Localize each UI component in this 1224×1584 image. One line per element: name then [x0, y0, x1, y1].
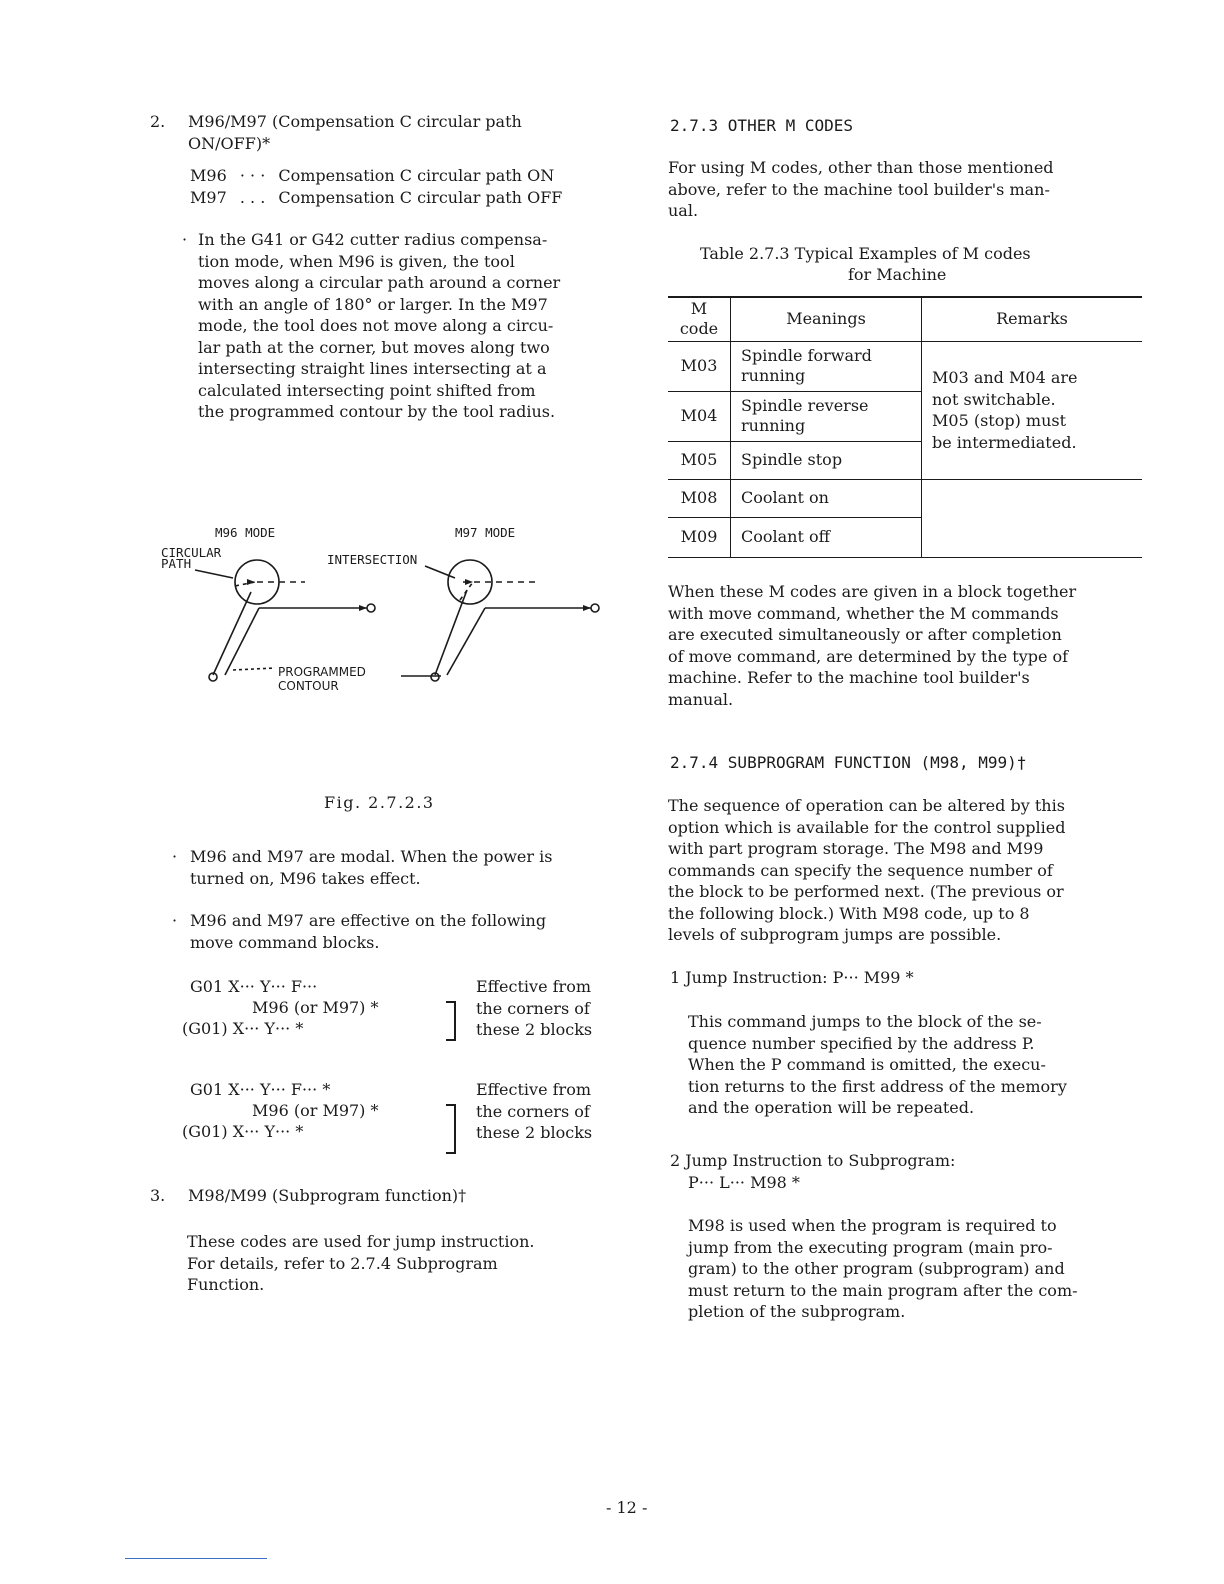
code-label: M96	[190, 166, 227, 185]
section-2-7-3-title: 2.7.3 OTHER M CODES	[670, 116, 854, 135]
remarks-line: not switchable.	[932, 389, 1056, 409]
paragraph-line: turned on, M96 takes effect.	[190, 868, 421, 888]
paragraph-line: move command blocks.	[190, 932, 380, 952]
bracket-icon	[446, 1001, 456, 1041]
paragraph-line: M98 is used when the program is required to	[688, 1216, 1057, 1235]
paragraph-line: When the P command is omitted, the execu-	[688, 1055, 1046, 1074]
table-row	[668, 341, 1142, 391]
paragraph-line: For using M codes, other than those mentioned	[668, 158, 1054, 177]
paragraph-line: tion mode, when M96 is given, the tool	[198, 251, 515, 271]
dashed-line-m97	[460, 582, 473, 600]
paragraph-line: M96 and M97 are modal. When the power is	[190, 847, 553, 866]
label-m96-mode: M96 MODE	[215, 525, 276, 540]
bullet-paragraph-1	[182, 229, 632, 423]
footer-rule	[125, 1558, 267, 1559]
label-programmed-contour	[278, 665, 366, 693]
cell-meaning	[731, 391, 922, 441]
paragraph-line: must return to the main program after the com-	[688, 1280, 1078, 1300]
item-2-heading	[150, 111, 630, 154]
move-line	[257, 582, 365, 608]
leader-programmed	[233, 668, 275, 670]
bullet-dot: ·	[172, 911, 178, 930]
bullet-dot: ·	[182, 230, 188, 249]
meaning-line: Spindle forward	[741, 346, 872, 365]
cell-meaning: Spindle stop	[731, 441, 922, 479]
code-text: Compensation C circular path OFF	[278, 187, 563, 207]
paragraph-line: These codes are used for jump instruction.	[187, 1232, 535, 1251]
paragraph-line: In the G41 or G42 cutter radius compensa-	[198, 230, 548, 249]
paragraph-line: The sequence of operation can be altered by this	[668, 796, 1065, 815]
example-note	[476, 976, 592, 1041]
paragraph-line: manual.	[668, 689, 734, 709]
jump-2-code: P··· L··· M98 *	[688, 1173, 800, 1192]
section-2-7-4-body	[668, 795, 1148, 946]
example-line: (G01) X··· Y··· *	[182, 1122, 304, 1141]
paragraph-line: with part program storage. The M98 and M99	[668, 839, 1044, 858]
item-number: 3.	[150, 1186, 166, 1205]
meaning-line: running	[741, 416, 806, 435]
figure-diagram	[155, 520, 615, 720]
arrow-m96	[247, 579, 255, 585]
remarks-line: M03 and M04 are	[932, 368, 1078, 387]
meaning-line: running	[741, 366, 806, 385]
paragraph-line: M96 and M97 are effective on the following	[190, 911, 547, 930]
example-line: M96 (or M97) *	[252, 998, 379, 1017]
code-row	[190, 187, 630, 209]
meaning-line: Spindle reverse	[741, 396, 869, 415]
page-number: - 12 -	[606, 1498, 648, 1517]
m-codes-table	[668, 296, 1142, 558]
paragraph-line: When these M codes are given in a block together	[668, 582, 1077, 601]
paragraph-line: commands can specify the sequence number of	[668, 860, 1053, 880]
paragraph-line: and the operation will be repeated.	[688, 1098, 975, 1117]
label-line: PROGRAMMED	[278, 665, 366, 679]
jump-2-body	[688, 1215, 1158, 1323]
paragraph-line: machine. Refer to the machine tool builder's	[668, 668, 1030, 687]
paragraph-line: tion returns to the first address of the memory	[688, 1076, 1067, 1096]
cell-remarks	[922, 341, 1143, 479]
paragraph-line: ual.	[668, 201, 699, 220]
paragraph-line: Function.	[187, 1275, 265, 1294]
paragraph-line: the programmed contour by the tool radius.	[198, 402, 556, 421]
paragraph-line: with move command, whether the M commands	[668, 603, 1059, 623]
paragraph-line: are executed simultaneously or after completion	[668, 625, 1062, 644]
offset-line-m97	[447, 608, 485, 675]
code-dots: · · ·	[239, 166, 266, 185]
cell-code: M09	[668, 517, 731, 557]
label-line: PATH	[161, 556, 192, 571]
item-2-title-line1: M96/M97 (Compensation C circular path	[188, 112, 522, 131]
note-line: Effective from	[476, 1080, 591, 1099]
label-m97-mode: M97 MODE	[455, 525, 516, 540]
example-line: (G01) X··· Y··· *	[182, 1019, 304, 1038]
cell-code: M04	[668, 391, 731, 441]
note-line: Effective from	[476, 977, 591, 996]
paragraph-line: For details, refer to 2.7.4 Subprogram	[187, 1253, 498, 1273]
cell-code: M05	[668, 441, 731, 479]
code-dots: . . .	[239, 187, 266, 207]
note-line: the corners of	[476, 1101, 590, 1121]
remarks-line: be intermediated.	[932, 432, 1077, 452]
paragraph-line: mode, the tool does not move along a circu-	[198, 316, 554, 335]
contour-line-m97-a	[435, 590, 467, 675]
paragraph-line: above, refer to the machine tool builder's man-	[668, 179, 1050, 199]
example-line: G01 X··· Y··· F··· *	[190, 1080, 331, 1099]
jump-2-title: 2 Jump Instruction to Subprogram:	[670, 1151, 956, 1170]
cell-code: M08	[668, 479, 731, 517]
code-text: Compensation C circular path ON	[278, 166, 555, 185]
header-meanings: Meanings	[731, 297, 922, 341]
leader-circular-path	[195, 570, 233, 578]
remarks-line: M05 (stop) must	[932, 411, 1067, 430]
item-2-title-line2: ON/OFF)*	[188, 133, 271, 153]
note-line: these 2 blocks	[476, 1020, 593, 1039]
section-2-7-3-body	[668, 157, 1148, 222]
cell-meaning: Coolant off	[731, 517, 922, 557]
note-line: these 2 blocks	[476, 1123, 593, 1142]
contour-end-point	[591, 604, 599, 612]
section-2-7-4-title: 2.7.4 SUBPROGRAM FUNCTION (M98, M99)†	[670, 753, 1027, 772]
paragraph-line: This command jumps to the block of the se-	[688, 1012, 1042, 1031]
bracket-icon	[446, 1104, 456, 1154]
item-3-body	[187, 1231, 637, 1296]
example-block-2	[182, 1079, 642, 1145]
header-m-code: M code	[668, 297, 731, 341]
paragraph-line: moves along a circular path around a corner	[198, 273, 561, 292]
item-3-title: M98/M99 (Subprogram function)†	[188, 1186, 467, 1205]
header-remarks: Remarks	[922, 297, 1143, 341]
item-3-heading	[150, 1185, 630, 1207]
paragraph-line: option which is available for the control supplied	[668, 817, 1066, 837]
paragraph-line: calculated intersecting point shifted from	[198, 380, 536, 400]
paragraph-line: with an angle of 180° or larger. In the M97	[198, 294, 548, 314]
paragraph-line: jump from the executing program (main pro-	[688, 1237, 1053, 1257]
table-caption-line1: Table 2.7.3 Typical Examples of M codes	[700, 244, 1031, 263]
label-line: CIRCULAR	[161, 545, 222, 560]
figure-m96-m97	[155, 520, 615, 720]
offset-line-m96	[225, 608, 259, 675]
example-line: G01 X··· Y··· F···	[190, 977, 318, 996]
arrow-m96-end	[359, 605, 367, 611]
label-line: CONTOUR	[278, 679, 339, 693]
bullet-paragraph-2	[172, 846, 632, 889]
programmed-contour-m96	[213, 582, 367, 675]
note-line: the corners of	[476, 998, 590, 1018]
table-row	[668, 479, 1142, 517]
paragraph-line: the block to be performed next. (The previous or	[668, 882, 1064, 901]
table-caption-line2: for Machine	[848, 265, 947, 284]
jump-1-body	[688, 1011, 1148, 1119]
cell-meaning: Coolant on	[731, 479, 922, 517]
code-row	[190, 165, 630, 187]
code-label: M97	[190, 187, 227, 207]
paragraph-line: levels of subprogram jumps are possible.	[668, 925, 1002, 944]
bullet-dot: ·	[172, 847, 178, 866]
cell-meaning	[731, 341, 922, 391]
paragraph-line: the following block.) With M98 code, up to 8	[668, 903, 1030, 923]
label-circular-path	[161, 547, 221, 569]
paragraph-line: quence number specified by the address P.	[688, 1033, 1035, 1053]
after-table-paragraph	[668, 581, 1148, 710]
figure-caption: Fig. 2.7.2.3	[324, 793, 435, 812]
paragraph-line: of move command, are determined by the type of	[668, 646, 1069, 666]
paragraph-line: lar path at the corner, but moves along two	[198, 337, 550, 357]
item-number: 2.	[150, 112, 166, 131]
label-intersection: INTERSECTION	[327, 552, 418, 567]
example-line: M96 (or M97) *	[252, 1101, 379, 1120]
example-note	[476, 1079, 592, 1144]
arrow-m97-end	[583, 605, 591, 611]
table-header-row	[668, 297, 1142, 341]
example-block-1	[182, 976, 642, 1042]
paragraph-line: gram) to the other program (subprogram) and	[688, 1259, 1065, 1278]
code-list	[190, 165, 630, 208]
cell-code: M03	[668, 341, 731, 391]
bullet-paragraph-3	[172, 910, 632, 953]
paragraph-line: pletion of the subprogram.	[688, 1302, 906, 1321]
cell-remarks-empty	[922, 479, 1143, 557]
contour-end-point	[367, 604, 375, 612]
jump-1-title: 1 Jump Instruction: P··· M99 *	[670, 968, 914, 987]
paragraph-line: intersecting straight lines intersecting at a	[198, 359, 547, 378]
